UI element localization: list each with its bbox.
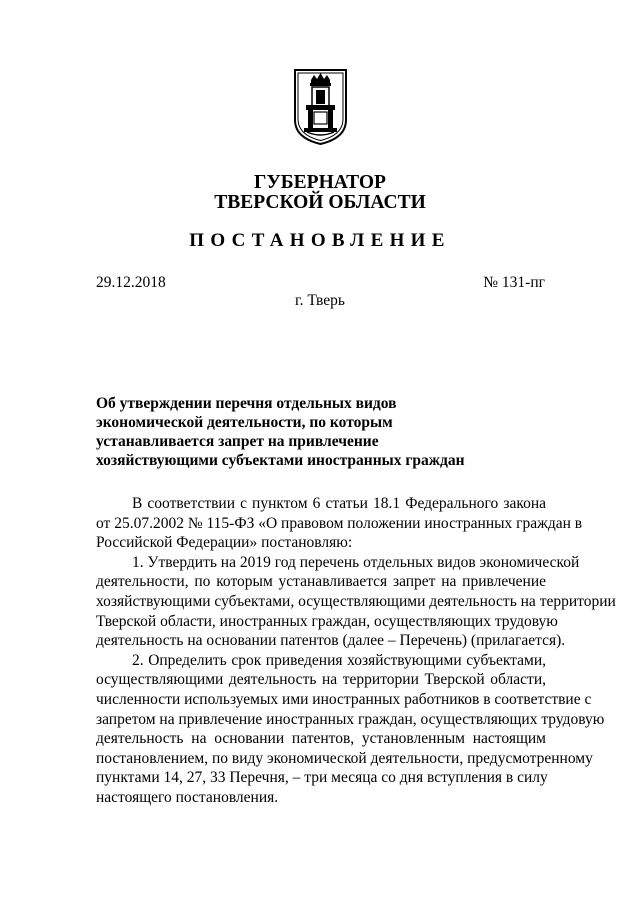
text-line: деятельность на основании патентов (далее – Перечень) (прилагается).: [96, 632, 566, 650]
text-line: постановлением, по виду экономической деятельности, предусмотренному: [96, 749, 593, 767]
text-line: В соответствии с пунктом 6 статьи 18.1 Федерального закона: [132, 495, 546, 512]
text-line: хозяйствующими субъектами, осуществляющими деятельность на территории: [96, 592, 616, 610]
document-type: ПОСТАНОВЛЕНИЕ: [189, 230, 451, 251]
text-line: деятельности, по которым устанавливается запрет на привлечение: [96, 573, 546, 591]
text-line: Тверской области, иностранных граждан, осуществляющих трудовую: [96, 612, 558, 630]
text-line: деятельность на основании патентов, установленным настоящим: [96, 730, 546, 748]
subject-line: хозяйствующими субъектами иностранных граждан: [96, 452, 465, 469]
text-line: пунктами 14, 27, 33 Перечня, – три месяца со дня вступления в силу: [96, 769, 548, 787]
document-body: [96, 494, 616, 808]
header-region: ТВЕРСКОЙ ОБЛАСТИ: [214, 192, 426, 213]
paragraph-preamble: [96, 494, 583, 553]
paragraph-item-2: [96, 651, 605, 808]
document-subject: [96, 394, 496, 470]
subject-line: Об утверждении перечня отдельных видов: [96, 395, 397, 412]
text-line: Российской Федерации» постановляю:: [96, 534, 353, 552]
coat-of-arms-emblem: [293, 68, 348, 146]
text-line: настоящего постановления.: [96, 788, 279, 806]
header-governor: ГУБЕРНАТОР: [254, 172, 386, 193]
text-line: 1. Утвердить на 2019 год перечень отдельных видов экономической: [132, 553, 580, 571]
document-date: 29.12.2018: [96, 274, 166, 291]
text-line: осуществляющими деятельность на территории Тверской области,: [96, 671, 546, 689]
text-line: численности используемых ими иностранных работников в соответствие с: [96, 690, 592, 708]
subject-line: устанавливается запрет на привлечение: [96, 433, 379, 450]
paragraph-item-1: [96, 553, 616, 651]
document-city: г. Тверь: [295, 292, 345, 309]
subject-line: экономической деятельности, по которым: [96, 414, 393, 431]
text-line: от 25.07.2002 № 115-ФЗ «О правовом положении иностранных граждан в: [96, 514, 583, 532]
text-line: 2. Определить срок приведения хозяйствующими субъектами,: [132, 651, 546, 669]
document-number: № 131-пг: [483, 274, 545, 291]
text-line: запретом на привлечение иностранных граждан, осуществляющих трудовую: [96, 710, 605, 728]
